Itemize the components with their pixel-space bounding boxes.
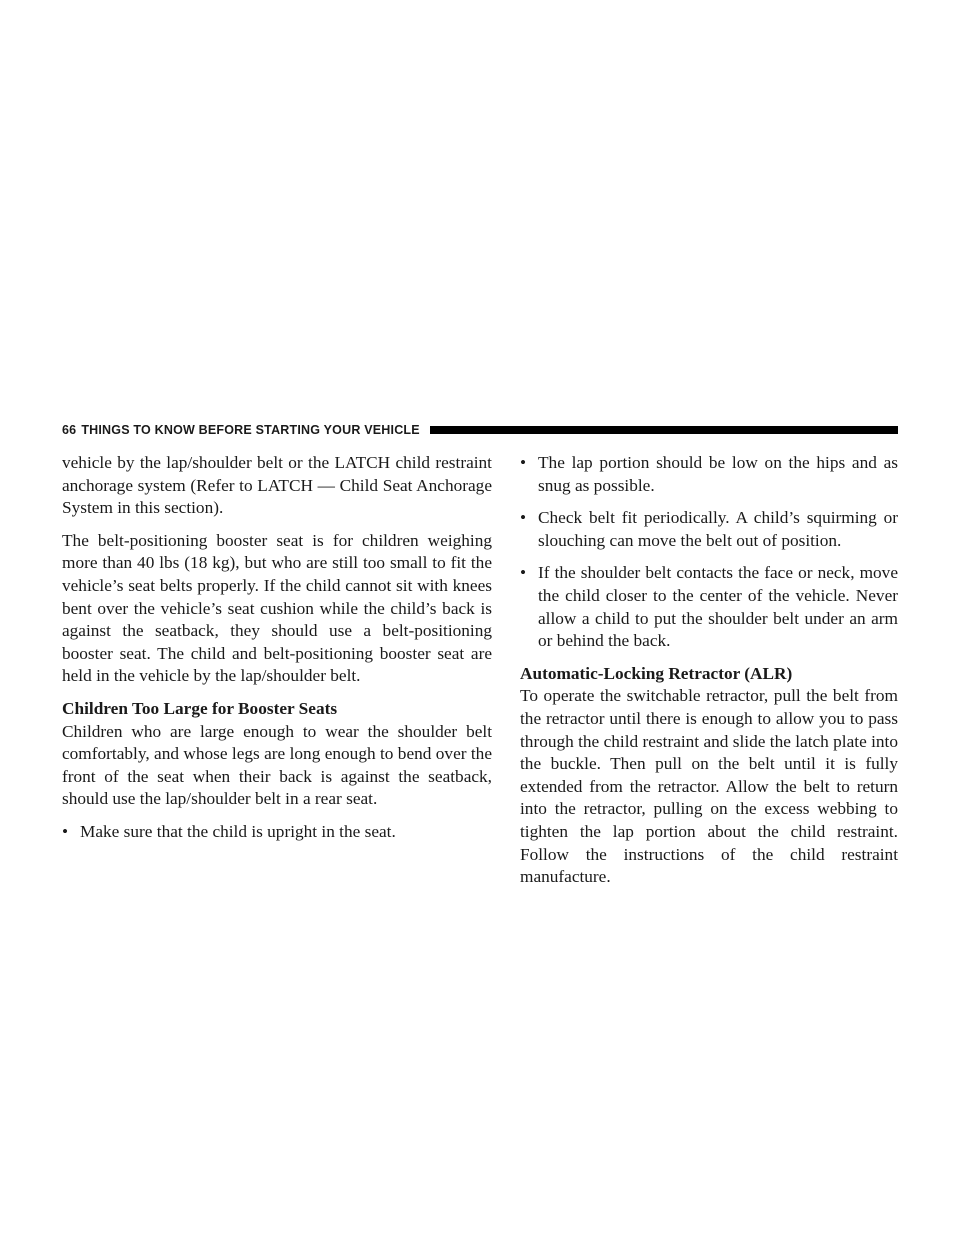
- bullet-icon: •: [520, 563, 527, 583]
- section-title: THINGS TO KNOW BEFORE STARTING YOUR VEHICLE: [81, 423, 420, 437]
- subsection-children-too-large: [62, 698, 492, 844]
- bullet-item: [520, 452, 898, 497]
- bullet-list: [520, 452, 898, 653]
- subsection-heading: Automatic-Locking Retractor (ALR): [520, 663, 793, 683]
- body-paragraph: The belt-positioning booster seat is for children weighing more than 40 lbs (18 kg), but who are still too small to fit the vehicle’s seat belts properly. If the child cannot sit with knees bent over the vehicle’s seat cushion while the child’s back is against the seatback, they should use a belt-positioning booster seat. The child and belt-positioning booster seat are held in the vehicle by the lap/shoulder belt.: [62, 530, 492, 686]
- bullet-text: If the shoulder belt contacts the face or neck, move the child closer to the center of the vehicle. Never allow a child to put the shoulder belt under an arm or behind the back.: [538, 563, 898, 651]
- page-header: [62, 420, 898, 440]
- right-column: [520, 452, 898, 899]
- bullet-text: Make sure that the child is upright in the seat.: [80, 821, 396, 841]
- bullet-item: [520, 507, 898, 552]
- subsection-alr: [520, 663, 898, 889]
- body-paragraph: Children who are large enough to wear the shoulder belt comfortably, and whose legs are long enough to bend over the front of the seat when their back is against the seatback, should use the lap/shoulder belt in a rear seat.: [62, 721, 492, 809]
- bullet-list: [62, 821, 492, 844]
- bullet-text: The lap portion should be low on the hips and as snug as possible.: [538, 453, 898, 495]
- left-column: [62, 452, 492, 854]
- body-paragraph: To operate the switchable retractor, pull the belt from the retractor until there is enough to allow you to pass through the child restraint and slide the latch plate into the buckle. Then pull on the belt until it is fully extended from the retractor. Allow the belt to return into the retractor, pulling on the excess webbing to tighten the lap portion about the child restraint. Follow the instructions of the child restraint manufacture.: [520, 686, 898, 887]
- bullet-item: [62, 821, 492, 844]
- subsection-heading: Children Too Large for Booster Seats: [62, 698, 338, 718]
- header-rule: [430, 426, 898, 434]
- bullet-icon: •: [520, 508, 527, 528]
- bullet-icon: •: [520, 453, 527, 472]
- bullet-icon: •: [62, 821, 69, 841]
- bullet-item: [520, 562, 898, 652]
- bullet-text: Check belt fit periodically. A child’s squirming or slouching can move the belt out of position.: [538, 508, 898, 550]
- body-paragraph: vehicle by the lap/shoulder belt or the LATCH child restraint anchorage system (Refer to LATCH — Child Seat Anchorage System in this section).: [62, 453, 492, 518]
- page-number: 66: [62, 423, 77, 437]
